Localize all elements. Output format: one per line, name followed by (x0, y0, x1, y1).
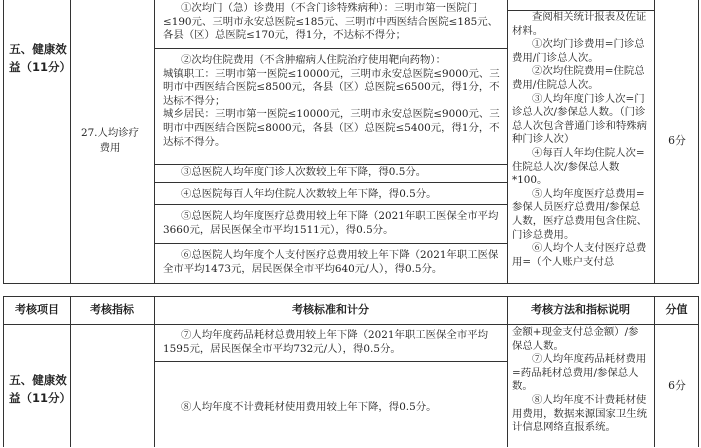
method-line: 查阅相关统计报表及佐证材料。 (512, 11, 647, 37)
method-line: ③人均年度门诊人次=门诊总人次/参保总人数。（门诊总人次包含普通门诊和特殊病种门诊人次） (512, 92, 648, 146)
criterion-5: ⑤总医院人均年度医疗总费用较上年下降（2021年职工医保全市平均3660元，居民医保全市平均1511元），得0.5分。 (163, 210, 499, 236)
criterion-1: ①次均门（急）诊费用（不含门诊特殊病种）：三明市第一医院门≤190元、三明市永安总医院≤185元、三明市中西医结合医院≤185元、各县（区）总医院≤170元，得1分，不达标不得分； (163, 2, 498, 42)
score-value: 6分 (668, 134, 686, 147)
method-line: ⑤人均年度医疗总费用=参保人员医疗总费用/参保总人数，医疗总费用包含住院、门诊总费用。 (512, 187, 648, 241)
method-line: ④每百人年均住院人次=住院总人次/参保总人数*100。 (512, 146, 645, 187)
method-description (508, 11, 654, 283)
indicator-label: 27.人均诊疗费用 (80, 127, 140, 154)
header-item: 考核项目 (15, 303, 59, 316)
score-value: 6分 (668, 379, 686, 392)
assessment-table-lower (3, 296, 699, 447)
criterion-2: ②次均住院费用（不含肿瘤病人住院治疗使用靶向药物）： 城镇职工：三明市第一医院≤10000元，三明市永安总医院≤9000元、三明市中西医结合医院≤8500元，各县（区）总医院≤6500元，得1分，不达标不得分； 城乡居民：三明市第一医院≤10000元，三明市永安总医院≤9000元、三明市中西医结合医院≤8000元，各县（区）总医院≤5400元，得1分，不达标不得分。 (163, 54, 500, 148)
criterion-7: ⑦人均年度药品耗材总费用较上年下降（2021年职工医保全市平均1595元，居民医保全市平均732元/人），得0.5分。 (163, 329, 488, 355)
criterion-8: ⑧人均年度不计费耗材使用费用较上年下降，得0.5分。 (181, 401, 437, 413)
header-criteria: 考核标准和计分 (292, 303, 369, 316)
method-description (508, 326, 654, 448)
assessment-table-upper (3, 0, 699, 284)
header-indicator: 考核指标 (90, 303, 134, 316)
method-line: ①次均门诊费用=门诊总费用/门诊总人次。 (512, 38, 645, 64)
header-method: 考核方法和指标说明 (531, 303, 630, 316)
criterion-3: ③总医院人均年度门诊人次数较上年下降，得0.5分。 (181, 166, 427, 178)
header-score: 分值 (665, 303, 688, 316)
method-line: ②次均住院费用=住院总费用/住院总人次。 (512, 65, 645, 91)
assessment-item-label: 五、健康效益（11分） (9, 373, 72, 405)
assessment-item-label: 五、健康效益（11分） (9, 42, 72, 74)
criterion-4: ④总医院每百人年均住院人次数较上年下降，得0.5分。 (181, 188, 437, 200)
criterion-6: ⑥总医院人均年度个人支付医疗总费用较上年下降（2021年职工医保全市平均1473元，居民医保全市平均640元/人），得0.5分。 (163, 249, 499, 275)
method-line: ⑥人均个人支付医疗总费用=（个人账户支付总 (512, 242, 647, 268)
method-line: ⑦人均年度药品耗材费用=药品耗材总费用/参保总人数。 (512, 353, 647, 393)
method-line: 金额+现金支付总金额）/参保总人数。 (512, 326, 639, 352)
method-line: ⑧人均年度不计费耗材使用费用，数据来源国家卫生统计信息网络直报系统。 (512, 393, 648, 434)
